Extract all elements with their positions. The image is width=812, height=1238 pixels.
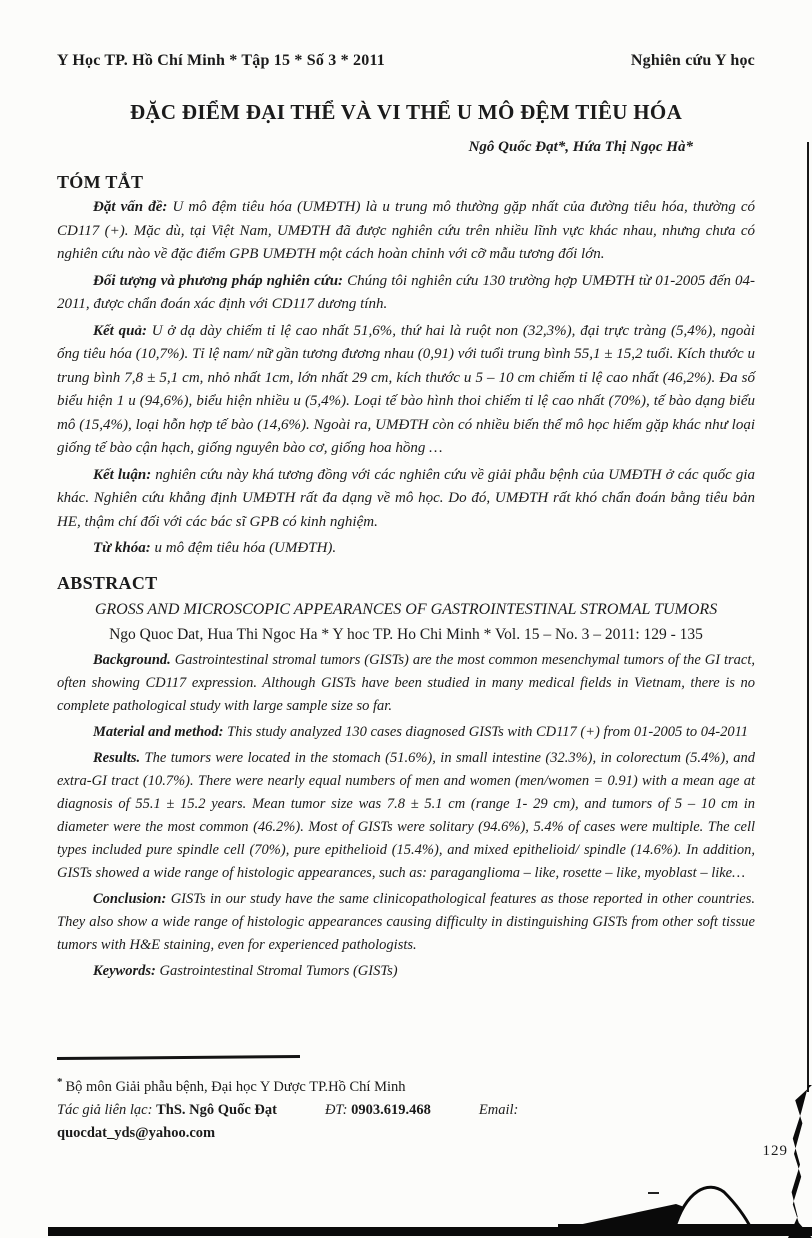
abstract-paragraph-results [57, 747, 755, 885]
phone-number: 0903.619.468 [351, 1101, 431, 1118]
abstract-paragraph-conclusion [57, 888, 755, 957]
tomtat-paragraph-ket-luan [57, 464, 755, 535]
paragraph-text: Gastrointestinal stromal tumors (GISTs) are the most common mesenchymal tumors of the GI tract, often showing CD117 expression. Although GISTs have been studied in many medical fields in Vietnam, there is no complete pathological study with large sample size so far. [57, 651, 755, 714]
tomtat-heading: TÓM TẮT [57, 172, 144, 192]
abstract-heading: ABSTRACT [57, 572, 158, 593]
scan-edge-line [807, 142, 809, 1092]
footnote-block [57, 1056, 677, 1145]
page-curl-graphic [558, 1162, 798, 1234]
paragraph-text: Chúng tôi nghiên cứu 130 trường hợp UMĐTH từ 01-2005 đến 04-2011, được chẩn đoán xác định với CD117 dương tính. [57, 272, 755, 312]
tomtat-paragraph-ket-qua [57, 320, 755, 461]
paragraph-text: nghiên cứu này khá tương đồng với các nghiên cứu về giải phẫu bệnh của UMĐTH ở các quốc gia khác. Nghiên cứu khẳng định UMĐTH rất đa dạng về mô học. Do đó, UMĐTH rất khó chẩn đoán bằng tiêu bản HE, thậm chí đối với các bác sĩ GPB có kinh nghiệm. [57, 466, 756, 530]
journal-issue-label: Y Học TP. Hồ Chí Minh * Tập 15 * Số 3 * 2011 [57, 52, 385, 69]
article-title: ĐẶC ĐIỂM ĐẠI THỂ VÀ VI THỂ U MÔ ĐỆM TIÊU HÓA [129, 100, 683, 124]
paragraph-lead: Từ khóa: [93, 540, 151, 556]
page-number: 129 [762, 1143, 788, 1159]
paragraph-text: The tumors were located in the stomach (51.6%), in small intestine (32.3%), in colorectum (5.4%), and extra-GI tract (10.7%). There were nearly equal numbers of men and women (men/women = 0.91) with a mean age at diagnosis of 55.1 ± 15.2 years. Mean tumor size was 7.8 ± 5.1 cm (range 1- 29 cm), and tumors of 5 – 10 cm in diameter were the most common (46.2%). Most of GISTs were solitary (94.6%), 5.4% of cases were multiple. The cell types included pure spindle cell (70%), pure epithelioid (15.4%), and mixed epithelioid/ spindle (14.6%). In addition, GISTs showed a wide range of histologic appearances, such as: paraganglioma – like, rosette – like, myoblast – like… [57, 749, 755, 881]
contact-line [57, 1099, 677, 1145]
paragraph-lead: Kết quả: [93, 322, 147, 339]
email-address: quocdat_yds@yahoo.com [57, 1124, 216, 1141]
affiliation-line [57, 1071, 677, 1099]
tomtat-paragraph-tu-khoa [57, 537, 755, 561]
paragraph-text: U mô đệm tiêu hóa (UMĐTH) là u trung mô thường gặp nhất của đường tiêu hóa, thường có CD117 (+). Mặc dù, tại Việt Nam, UMĐTH đã được nghiên cứu trên nhiều lĩnh vực khác nhau, nhưng chưa có nghiên cứu nào về đặc điểm GPB UMĐTH một cách hoàn chỉnh với cỡ mẫu tương đối lớn. [57, 199, 755, 262]
footnote-divider [57, 1055, 300, 1060]
tomtat-paragraph-doi-tuong [57, 270, 755, 317]
paragraph-lead: Material and method: [93, 723, 224, 740]
paragraph-text: Gastrointestinal Stromal Tumors (GISTs) [155, 962, 398, 979]
scan-page-curl [558, 1162, 798, 1234]
paragraph-lead: Đối tượng và phương pháp nghiên cứu: [93, 272, 344, 289]
email-label: Email: [478, 1101, 519, 1118]
abstract-paragraph-keywords [57, 960, 755, 983]
abstract-paragraph-background [57, 649, 755, 718]
paragraph-text: U ở dạ dày chiếm tỉ lệ cao nhất 51,6%, thứ hai là ruột non (32,3%), đại trực tràng (5,4%), ngoài ống tiêu hóa (10,7%). Tỉ lệ nam/ nữ gần tương đương nhau (0,91) với tuổi trung bình 55,1 ± 15,2 tuổi. Kích thước u trung bình 7,8 ± 5,1 cm, nhỏ nhất 1cm, lớn nhất 29 cm, kích thước u 5 – 10 cm chiếm tỉ lệ cao nhất (46,2%). Đa số biểu hiện 1 u (94,6%), biểu hiện nhiều u (5,4%). Loại tế bào hình thoi chiếm tỉ lệ cao nhất (70%), tế bào dạng biểu mô (15,4%), loại hỗn hợp tế bào (14,6%). Ngoài ra, UMĐTH còn có nhiều biến thể mô học hiếm gặp khác như loại giống tế bào cận hạch, giống nguyên bào cơ, giống hoa hồng … [57, 322, 755, 456]
authors-line: Ngô Quốc Đạt*, Hứa Thị Ngọc Hà* [468, 139, 693, 155]
paragraph-lead: Conclusion: [93, 890, 167, 907]
section-label: Nghiên cứu Y học [630, 52, 755, 69]
citation-line: Ngo Quoc Dat, Hua Thi Ngoc Ha * Y hoc TP. Ho Chi Minh * Vol. 15 – No. 3 – 2011: 129 - 135 [109, 625, 703, 643]
paragraph-text: This study analyzed 130 cases diagnosed GISTs with CD117 (+) from 01-2005 to 04-2011 [223, 723, 749, 740]
paragraph-lead: Đặt vấn đề: [93, 199, 168, 215]
footnote-marker: * [57, 1076, 63, 1088]
paragraph-lead: Keywords: [93, 962, 156, 979]
paragraph-text: u mô đệm tiêu hóa (UMĐTH). [150, 540, 337, 556]
paragraph-lead: Results. [93, 749, 141, 766]
paragraph-lead: Background. [93, 651, 171, 668]
paragraph-text: GISTs in our study have the same clinicopathological features as those reported in other countries. They also show a wide range of histologic appearances causing difficulty in distinguishing GISTs from other soft tissue tumors with H&E staining, even for experienced pathologists. [57, 890, 755, 953]
abstract-title-english: GROSS AND MICROSCOPIC APPEARANCES OF GASTROINTESTINAL STROMAL TUMORS [94, 600, 718, 618]
phone-label: ĐT: [324, 1101, 348, 1118]
paragraph-lead: Kết luận: [93, 466, 152, 483]
tomtat-paragraph-dat-van-de [57, 196, 755, 267]
affiliation-text: Bộ môn Giải phẫu bệnh, Đại học Y Dược TP.Hồ Chí Minh [65, 1078, 406, 1095]
contact-name: ThS. Ngô Quốc Đạt [156, 1101, 277, 1118]
running-head [57, 52, 755, 70]
contact-label: Tác giả liên lạc: [57, 1101, 153, 1118]
abstract-paragraph-material [57, 721, 755, 744]
